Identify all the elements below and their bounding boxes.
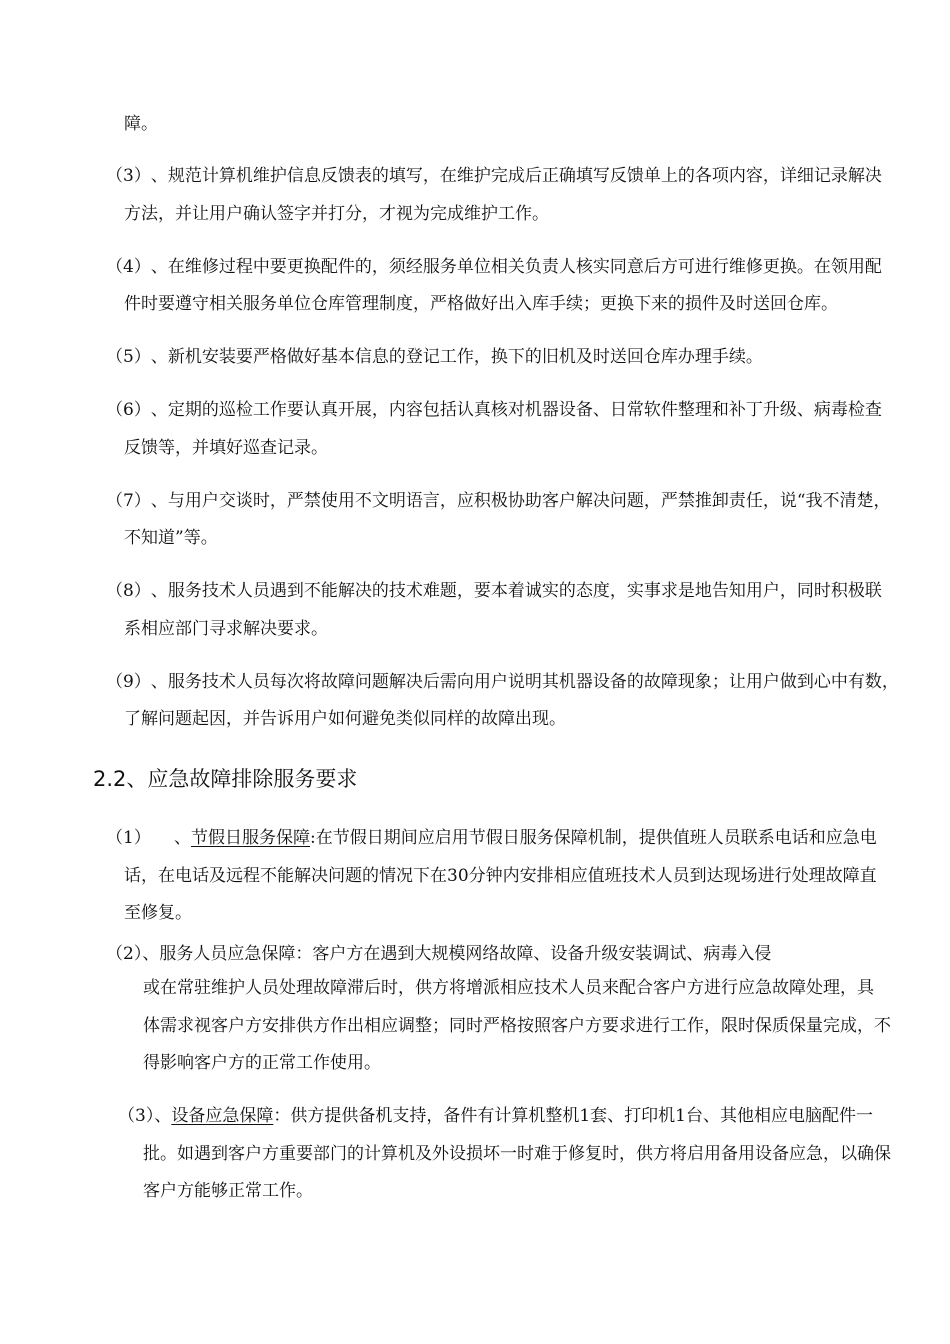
emergency-item-2-cont-3: 得影响客户方的正常工作使用。 <box>143 1053 381 1073</box>
list-item-5 <box>106 345 763 369</box>
item-text: 、与用户交谈时，严禁使用不文明语言，应积极协助客户解决问题，严禁推卸责任，说“我不清楚， <box>150 491 891 511</box>
list-item-3 <box>106 164 882 188</box>
emergency-item-3-cont-2: 客户方能够正常工作。 <box>143 1181 313 1201</box>
item-text: 、服务技术人员遇到不能解决的技术难题，要本着诚实的态度，实事求是地告知用户，同时积极联 <box>150 581 882 601</box>
list-item-4-cont: 件时要遵守相关服务单位仓库管理制度，严格做好出入库手续；更换下来的损件及时送回仓库。 <box>124 294 838 314</box>
list-item-7 <box>106 489 891 513</box>
item-number: （1） <box>106 828 151 848</box>
emergency-item-1-cont-2: 至修复。 <box>124 903 192 923</box>
emergency-item-3 <box>118 1104 873 1128</box>
item-number: （9） <box>106 672 151 692</box>
continuation-text: 障。 <box>124 114 158 134</box>
emergency-item-1 <box>106 826 877 850</box>
item-number: （7） <box>106 491 151 511</box>
emergency-item-2-cont: 或在常驻维护人员处理故障滞后时，供方将增派相应技术人员来配合客户方进行应急故障处理，具 <box>143 978 874 998</box>
item-number: （4） <box>106 257 151 277</box>
item-number: （3）、 <box>118 1106 172 1126</box>
list-item-6-cont: 反馈等，并填好巡查记录。 <box>124 438 328 458</box>
item-title: 节假日服务保障 <box>191 828 310 848</box>
item-number: （3） <box>106 166 151 186</box>
item-text: :在节假日期间应启用节假日服务保障机制，提供值班人员联系电话和应急电 <box>310 828 877 848</box>
item-text: 、在维修过程中要更换配件的，须经服务单位相关负责人核实同意后方可进行维修更换。在领用配 <box>150 257 882 277</box>
item-text: 、定期的巡检工作要认真开展，内容包括认真核对机器设备、日常软件整理和补丁升级、病毒检查 <box>150 400 882 420</box>
emergency-item-1-cont: 话，在电话及远程不能解决问题的情况下在30分钟内安排相应值班技术人员到达现场进行处理故障直 <box>124 866 877 886</box>
list-item-7-cont: 不知道”等。 <box>124 528 218 548</box>
emergency-item-3-cont: 批。如遇到客户方重要部门的计算机及外设损坏一时难于修复时，供方将启用备用设备应急，以确保 <box>143 1144 891 1164</box>
item-text: 、新机安装要严格做好基本信息的登记工作，换下的旧机及时送回仓库办理手续。 <box>150 347 763 367</box>
list-item-9-cont: 了解问题起因，并告诉用户如何避免类似同样的故障出现。 <box>124 709 566 729</box>
item-number: （6） <box>106 400 151 420</box>
list-item-8 <box>106 579 882 603</box>
list-item-4 <box>106 255 882 279</box>
item-separator: 、 <box>174 828 191 848</box>
list-item-3-cont: 方法，并让用户确认签字并打分，才视为完成维护工作。 <box>124 204 549 224</box>
emergency-item-2-cont-2: 体需求视客户方安排供方作出相应调整；同时严格按照客户方要求进行工作，限时保质保量完成，不 <box>143 1016 891 1036</box>
section-heading: 2.2、应急故障排除服务要求 <box>93 767 358 791</box>
list-item-6 <box>106 398 882 422</box>
item-title: 设备应急保障 <box>171 1106 274 1126</box>
item-text: 、规范计算机维护信息反馈表的填写，在维护完成后正确填写反馈单上的各项内容，详细记录解决 <box>150 166 882 186</box>
emergency-item-2: （2）、服务人员应急保障：客户方在遇到大规模网络故障、设备升级安装调试、病毒入侵 <box>106 944 772 964</box>
list-item-8-cont: 系相应部门寻求解决要求。 <box>124 619 328 639</box>
item-text: ：供方提供备机支持，备件有计算机整机1套、打印机1台、其他相应电脑配件一 <box>273 1106 873 1126</box>
item-number: （8） <box>106 581 151 601</box>
list-item-9 <box>106 670 899 694</box>
item-number: （5） <box>106 347 151 367</box>
item-text: 、服务技术人员每次将故障问题解决后需向用户说明其机器设备的故障现象；让用户做到心中有数， <box>150 672 899 692</box>
